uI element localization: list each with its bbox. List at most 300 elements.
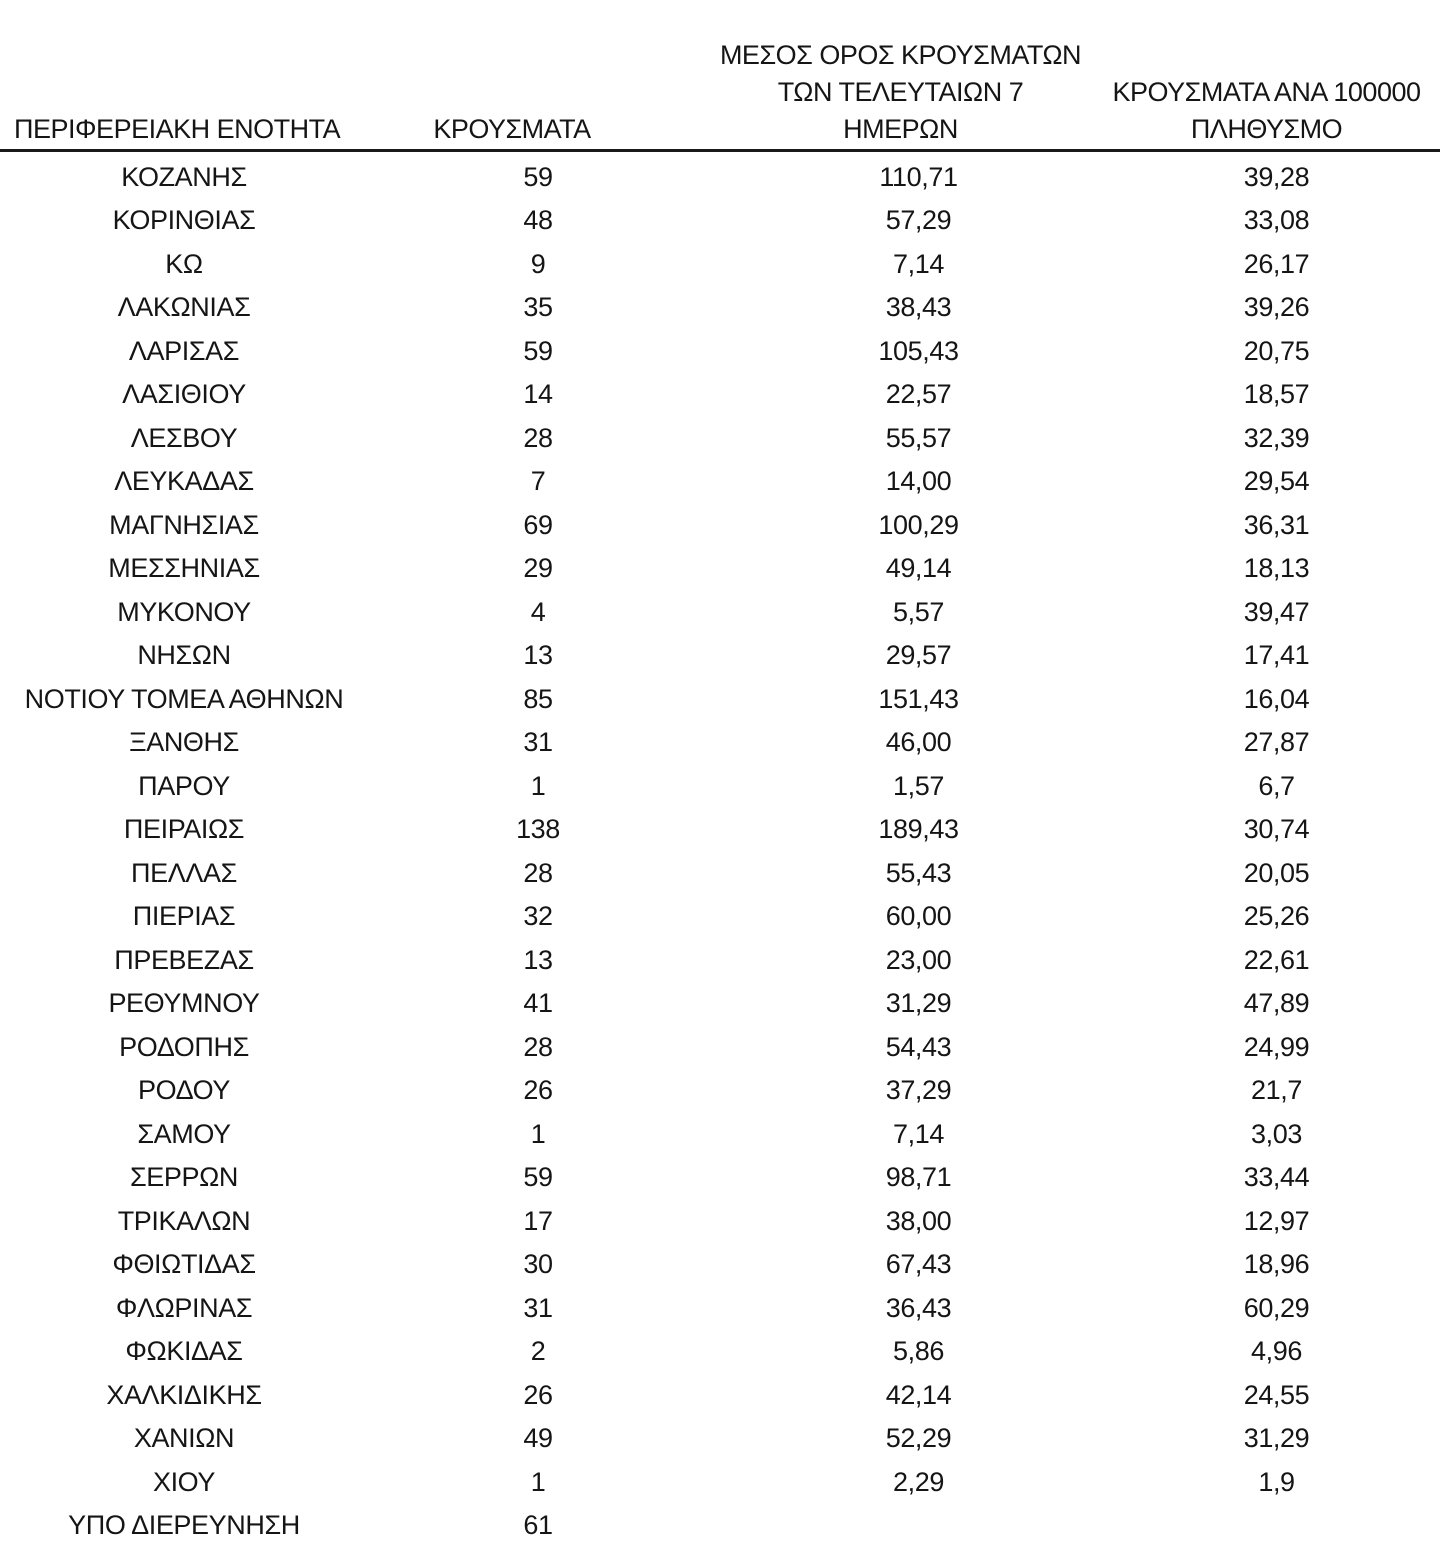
cell-cases-text: 28: [523, 1031, 553, 1062]
cell-cases-per-100k-text: 29,54: [1243, 466, 1310, 497]
cell-region: [0, 808, 368, 852]
cell-region-text: ΚΟΡΙΝΘΙΑΣ: [112, 205, 256, 236]
cell-cases: [368, 243, 718, 287]
cell-cases: [368, 1156, 718, 1200]
cell-7day-average-text: 67,43: [885, 1249, 952, 1280]
cell-cases: [368, 1243, 718, 1287]
cell-7day-average: [718, 1026, 1083, 1070]
cell-region-text: ΛΕΥΚΑΔΑΣ: [114, 466, 254, 497]
cell-region-text: ΦΩΚΙΔΑΣ: [125, 1336, 243, 1367]
cell-cases-text: 48: [523, 205, 553, 236]
cell-cases-text: 9: [530, 248, 546, 279]
cell-cases-per-100k: [1083, 1200, 1440, 1244]
cell-cases-per-100k: [1083, 852, 1440, 896]
cell-cases-per-100k-text: 20,05: [1243, 857, 1310, 888]
header-line: ΠΕΡΙΦΕΡΕΙΑΚΗ ΕΝΟΤΗΤΑ: [14, 113, 341, 144]
cell-7day-average: [718, 1417, 1083, 1461]
cell-region-text: ΦΘΙΩΤΙΔΑΣ: [112, 1249, 256, 1280]
table-row: [0, 721, 1440, 765]
cell-region-text: ΡΟΔΟΥ: [137, 1075, 231, 1106]
cell-cases-per-100k: [1083, 1113, 1440, 1157]
cell-7day-average-text: 14,00: [885, 466, 952, 497]
cell-cases-text: 32: [523, 901, 553, 932]
cell-region: [0, 286, 368, 330]
cell-7day-average-text: 49,14: [885, 553, 952, 584]
table-row: [0, 1113, 1440, 1157]
cell-region-text: ΜΕΣΣΗΝΙΑΣ: [108, 553, 260, 584]
cell-cases-per-100k: [1083, 1417, 1440, 1461]
cell-7day-average-text: 7,14: [893, 248, 944, 279]
cell-cases-per-100k-text: 16,04: [1243, 683, 1310, 714]
cell-region-text: ΣΕΡΡΩΝ: [130, 1162, 238, 1193]
cell-region-text: ΠΑΡΟΥ: [138, 770, 230, 801]
cell-region: [0, 939, 368, 983]
cell-region-text: ΡΟΔΟΠΗΣ: [119, 1031, 249, 1062]
header-line: ΤΩΝ ΤΕΛΕΥΤΑΙΩΝ 7: [777, 76, 1024, 107]
cell-cases: [368, 1069, 718, 1113]
cell-cases-per-100k-text: 30,74: [1243, 814, 1310, 845]
table-row: [0, 1461, 1440, 1505]
cell-7day-average-text: 46,00: [885, 727, 952, 758]
cell-7day-average-text: 5,86: [893, 1336, 944, 1367]
table-row: [0, 504, 1440, 548]
cell-region: [0, 678, 368, 722]
cell-cases-per-100k: [1083, 678, 1440, 722]
cell-cases-per-100k: [1083, 1156, 1440, 1200]
cell-region-text: ΧΑΝΙΩΝ: [133, 1423, 235, 1454]
table-row: [0, 939, 1440, 983]
cell-cases: [368, 150, 718, 199]
table-body: [0, 150, 1440, 1548]
cell-region-text: ΧΙΟΥ: [152, 1466, 216, 1497]
cell-7day-average: [718, 1461, 1083, 1505]
cell-cases-text: 4: [530, 596, 546, 627]
cell-cases-text: 35: [523, 292, 553, 323]
cell-7day-average-text: 38,00: [885, 1205, 952, 1236]
cell-7day-average: [718, 1504, 1083, 1548]
cell-region-text: ΞΑΝΘΗΣ: [129, 727, 239, 758]
cell-region: [0, 634, 368, 678]
cell-region: [0, 1200, 368, 1244]
cell-region-text: ΦΛΩΡΙΝΑΣ: [115, 1292, 253, 1323]
cell-cases-per-100k-text: 39,28: [1243, 161, 1310, 192]
cell-cases-per-100k: [1083, 591, 1440, 635]
cell-cases-per-100k-text: 24,99: [1243, 1031, 1310, 1062]
cell-7day-average: [718, 243, 1083, 287]
cell-cases-per-100k-text: 1,9: [1258, 1466, 1295, 1497]
cell-region-text: ΚΟΖΑΝΗΣ: [121, 161, 247, 192]
header-line: ΗΜΕΡΩΝ: [843, 113, 958, 144]
cell-cases-per-100k: [1083, 1504, 1440, 1548]
cell-cases-text: 59: [523, 161, 553, 192]
cell-cases-per-100k: [1083, 199, 1440, 243]
table-row: [0, 330, 1440, 374]
cell-cases-text: 138: [516, 814, 560, 845]
cell-7day-average-text: 57,29: [885, 205, 952, 236]
cell-cases-text: 31: [523, 727, 553, 758]
cell-cases-per-100k: [1083, 1069, 1440, 1113]
cell-region: [0, 591, 368, 635]
cell-region: [0, 150, 368, 199]
table-row: [0, 678, 1440, 722]
cell-7day-average-text: 55,57: [885, 422, 952, 453]
cell-cases: [368, 547, 718, 591]
cell-cases: [368, 678, 718, 722]
table-row: [0, 1069, 1440, 1113]
cell-cases: [368, 895, 718, 939]
cell-cases: [368, 286, 718, 330]
cell-cases-per-100k: [1083, 1243, 1440, 1287]
cell-region-text: ΝΗΣΩΝ: [137, 640, 231, 671]
cell-cases-text: 59: [523, 335, 553, 366]
cell-7day-average-text: 189,43: [878, 814, 959, 845]
cell-cases-text: 1: [530, 770, 546, 801]
cell-region-text: ΧΑΛΚΙΔΙΚΗΣ: [106, 1379, 262, 1410]
cell-7day-average-text: 2,29: [893, 1466, 944, 1497]
cell-cases: [368, 1417, 718, 1461]
column-header-7day-average: [718, 0, 1083, 150]
cell-region: [0, 1243, 368, 1287]
cell-cases-per-100k: [1083, 330, 1440, 374]
cell-cases: [368, 1113, 718, 1157]
cell-region-text: ΜΥΚΟΝΟΥ: [117, 596, 251, 627]
cell-cases-text: 49: [523, 1423, 553, 1454]
table-row: [0, 591, 1440, 635]
cell-cases-per-100k-text: 3,03: [1251, 1118, 1302, 1149]
cell-region-text: ΛΕΣΒΟΥ: [130, 422, 238, 453]
cell-7day-average: [718, 199, 1083, 243]
cell-7day-average-text: 60,00: [885, 901, 952, 932]
table-row: [0, 765, 1440, 809]
cell-7day-average-text: 55,43: [885, 857, 952, 888]
cell-region: [0, 765, 368, 809]
cell-7day-average-text: 54,43: [885, 1031, 952, 1062]
cell-cases-text: 28: [523, 422, 553, 453]
cell-cases-per-100k: [1083, 150, 1440, 199]
cell-cases: [368, 1200, 718, 1244]
header-line: ΜΕΣΟΣ ΟΡΟΣ ΚΡΟΥΣΜΑΤΩΝ: [719, 39, 1082, 70]
cell-cases-text: 26: [523, 1075, 553, 1106]
cell-region: [0, 721, 368, 765]
cell-cases-per-100k-text: 18,96: [1243, 1249, 1310, 1280]
cell-region: [0, 417, 368, 461]
cell-cases-text: 17: [523, 1205, 553, 1236]
cell-cases-text: 69: [523, 509, 553, 540]
cell-cases-per-100k: [1083, 982, 1440, 1026]
table-header: [0, 0, 1440, 150]
cell-cases-per-100k: [1083, 1026, 1440, 1070]
cell-7day-average-text: 7,14: [893, 1118, 944, 1149]
cell-region: [0, 1374, 368, 1418]
column-header-region: [0, 0, 368, 150]
cell-cases: [368, 591, 718, 635]
cell-cases-per-100k: [1083, 1461, 1440, 1505]
cell-cases: [368, 330, 718, 374]
cell-region: [0, 1504, 368, 1548]
cell-cases: [368, 1330, 718, 1374]
cell-cases-per-100k-text: 20,75: [1243, 335, 1310, 366]
cell-region-text: ΠΡΕΒΕΖΑΣ: [114, 944, 254, 975]
table-row: [0, 199, 1440, 243]
cell-cases-text: 14: [523, 379, 553, 410]
cell-7day-average: [718, 808, 1083, 852]
cell-cases-per-100k: [1083, 460, 1440, 504]
cell-region-text: ΛΑΡΙΣΑΣ: [128, 335, 240, 366]
table-row: [0, 1417, 1440, 1461]
cell-7day-average: [718, 460, 1083, 504]
table-row: [0, 895, 1440, 939]
cell-7day-average-text: 42,14: [885, 1379, 952, 1410]
cell-region: [0, 243, 368, 287]
cell-region-text: ΥΠΟ ΔΙΕΡΕΥΝΗΣΗ: [68, 1510, 300, 1541]
cell-region: [0, 1156, 368, 1200]
header-line: ΠΛΗΘΥΣΜΟ: [1190, 113, 1343, 144]
cell-cases-text: 59: [523, 1162, 553, 1193]
cell-cases-text: 30: [523, 1249, 553, 1280]
cell-cases-per-100k-text: 39,26: [1243, 292, 1310, 323]
cell-region: [0, 1287, 368, 1331]
cell-cases-per-100k-text: 4,96: [1251, 1336, 1302, 1367]
cell-cases-per-100k: [1083, 1330, 1440, 1374]
cell-7day-average: [718, 373, 1083, 417]
cell-region-text: ΣΑΜΟΥ: [137, 1118, 231, 1149]
table-row: [0, 243, 1440, 287]
table-row: [0, 1330, 1440, 1374]
cell-7day-average: [718, 1069, 1083, 1113]
cell-cases-per-100k-text: 31,29: [1243, 1423, 1310, 1454]
cell-region-text: ΡΕΘΥΜΝΟΥ: [108, 988, 260, 1019]
cell-region: [0, 1330, 368, 1374]
cell-7day-average-text: 29,57: [885, 640, 952, 671]
column-header-cases: [368, 0, 718, 150]
cell-cases: [368, 417, 718, 461]
cell-region: [0, 1069, 368, 1113]
cell-region-text: ΝΟΤΙΟΥ ΤΟΜΕΑ ΑΘΗΝΩΝ: [24, 683, 344, 714]
table-row: [0, 1504, 1440, 1548]
cell-7day-average: [718, 591, 1083, 635]
cell-cases: [368, 199, 718, 243]
table-row: [0, 982, 1440, 1026]
cell-region: [0, 199, 368, 243]
cell-cases-per-100k: [1083, 895, 1440, 939]
cell-region-text: ΤΡΙΚΑΛΩΝ: [117, 1205, 251, 1236]
cell-cases-text: 1: [530, 1466, 546, 1497]
cell-cases-per-100k-text: 47,89: [1243, 988, 1310, 1019]
cell-region: [0, 373, 368, 417]
cell-cases-per-100k: [1083, 939, 1440, 983]
cell-cases-text: 7: [530, 466, 546, 497]
cell-region: [0, 330, 368, 374]
cell-7day-average: [718, 982, 1083, 1026]
cell-7day-average-text: 22,57: [885, 379, 952, 410]
table-row: [0, 286, 1440, 330]
cell-region-text: ΛΑΚΩΝΙΑΣ: [117, 292, 251, 323]
cell-cases: [368, 721, 718, 765]
cell-cases-per-100k-text: 21,7: [1251, 1075, 1302, 1106]
cell-7day-average: [718, 286, 1083, 330]
cell-cases-per-100k-text: 22,61: [1243, 944, 1310, 975]
cell-7day-average: [718, 330, 1083, 374]
cell-7day-average: [718, 634, 1083, 678]
cell-7day-average: [718, 721, 1083, 765]
cell-7day-average: [718, 1113, 1083, 1157]
cell-cases-text: 61: [523, 1510, 553, 1541]
table-row: [0, 373, 1440, 417]
header-line: ΚΡΟΥΣΜΑΤΑ ΑΝΑ 100000: [1112, 76, 1421, 107]
column-header-cases-per-100k: [1083, 0, 1440, 150]
cell-7day-average: [718, 1156, 1083, 1200]
cell-cases-text: 28: [523, 857, 553, 888]
cell-cases-per-100k-text: 12,97: [1243, 1205, 1310, 1236]
cell-7day-average: [718, 1330, 1083, 1374]
cell-7day-average-text: 37,29: [885, 1075, 952, 1106]
cell-cases-per-100k: [1083, 243, 1440, 287]
cell-cases-per-100k-text: 36,31: [1243, 509, 1310, 540]
table-row: [0, 460, 1440, 504]
cell-cases-per-100k-text: 17,41: [1243, 640, 1310, 671]
cell-cases: [368, 1461, 718, 1505]
header-row: [0, 0, 1440, 150]
cell-cases: [368, 460, 718, 504]
cell-region: [0, 460, 368, 504]
cell-region-text: ΛΑΣΙΘΙΟΥ: [122, 379, 246, 410]
table-row: [0, 150, 1440, 199]
cell-region-text: ΚΩ: [165, 248, 203, 279]
cell-cases-text: 31: [523, 1292, 553, 1323]
cell-cases: [368, 1287, 718, 1331]
cell-region: [0, 547, 368, 591]
cell-region: [0, 504, 368, 548]
cell-cases: [368, 1026, 718, 1070]
cell-7day-average: [718, 895, 1083, 939]
cell-7day-average-text: 110,71: [879, 161, 958, 192]
cell-cases-per-100k-text: 6,7: [1258, 770, 1295, 801]
cell-region: [0, 895, 368, 939]
cell-cases-per-100k-text: 25,26: [1243, 901, 1310, 932]
cell-cases: [368, 1374, 718, 1418]
cell-region: [0, 1026, 368, 1070]
table-row: [0, 547, 1440, 591]
cell-cases: [368, 373, 718, 417]
table-row: [0, 634, 1440, 678]
cell-region-text: ΠΙΕΡΙΑΣ: [132, 901, 236, 932]
cell-7day-average-text: 105,43: [878, 335, 959, 366]
cell-cases: [368, 852, 718, 896]
cell-7day-average-text: 23,00: [885, 944, 952, 975]
cell-region-text: ΜΑΓΝΗΣΙΑΣ: [109, 509, 259, 540]
table-row: [0, 808, 1440, 852]
cell-cases: [368, 504, 718, 548]
table-row: [0, 852, 1440, 896]
cell-7day-average: [718, 852, 1083, 896]
cell-cases-per-100k-text: 33,08: [1243, 205, 1310, 236]
cell-cases-per-100k: [1083, 373, 1440, 417]
cell-region: [0, 852, 368, 896]
cell-cases-per-100k-text: 33,44: [1243, 1162, 1310, 1193]
cell-7day-average: [718, 1287, 1083, 1331]
table-row: [0, 1156, 1440, 1200]
table-row: [0, 1374, 1440, 1418]
cell-cases-per-100k-text: 26,17: [1243, 248, 1310, 279]
cell-region-text: ΠΕΛΛΑΣ: [131, 857, 237, 888]
cell-cases-text: 13: [523, 640, 553, 671]
cell-cases-per-100k-text: 60,29: [1243, 1292, 1310, 1323]
cell-cases-per-100k-text: 27,87: [1243, 727, 1310, 758]
table-row: [0, 1200, 1440, 1244]
cell-cases-per-100k-text: 18,13: [1243, 553, 1310, 584]
cell-7day-average-text: 5,57: [893, 596, 944, 627]
header-line: ΚΡΟΥΣΜΑΤΑ: [433, 113, 591, 144]
cell-cases-per-100k-text: 24,55: [1243, 1379, 1310, 1410]
cell-7day-average: [718, 150, 1083, 199]
cell-7day-average: [718, 939, 1083, 983]
cell-region: [0, 1417, 368, 1461]
table-row: [0, 1287, 1440, 1331]
cell-region: [0, 982, 368, 1026]
cell-cases: [368, 808, 718, 852]
cell-cases: [368, 939, 718, 983]
cell-cases-text: 85: [523, 683, 553, 714]
cell-cases: [368, 982, 718, 1026]
cell-7day-average: [718, 547, 1083, 591]
cell-7day-average-text: 52,29: [885, 1423, 952, 1454]
cell-cases-per-100k: [1083, 808, 1440, 852]
cell-7day-average: [718, 1374, 1083, 1418]
cell-7day-average-text: 1,57: [893, 770, 944, 801]
cell-cases: [368, 634, 718, 678]
cell-cases-per-100k: [1083, 765, 1440, 809]
cell-region: [0, 1113, 368, 1157]
table-row: [0, 417, 1440, 461]
cell-cases-per-100k: [1083, 634, 1440, 678]
cell-cases-per-100k-text: 18,57: [1243, 379, 1310, 410]
cell-region-text: ΠΕΙΡΑΙΩΣ: [123, 814, 245, 845]
cell-cases-per-100k: [1083, 721, 1440, 765]
cell-cases: [368, 765, 718, 809]
cell-7day-average: [718, 1243, 1083, 1287]
cell-cases-per-100k: [1083, 547, 1440, 591]
cell-7day-average-text: 151,43: [878, 683, 959, 714]
cell-7day-average-text: 31,29: [885, 988, 952, 1019]
cell-cases-per-100k-text: 32,39: [1243, 422, 1310, 453]
cell-cases-text: 2: [530, 1336, 546, 1367]
cell-cases-per-100k: [1083, 1287, 1440, 1331]
cell-cases-per-100k: [1083, 1374, 1440, 1418]
cell-cases-per-100k: [1083, 417, 1440, 461]
cell-7day-average: [718, 678, 1083, 722]
cell-cases-text: 26: [523, 1379, 553, 1410]
cell-cases: [368, 1504, 718, 1548]
cell-cases-text: 29: [523, 553, 553, 584]
cell-cases-text: 13: [523, 944, 553, 975]
cell-cases-text: 41: [523, 988, 553, 1019]
cell-7day-average-text: 100,29: [878, 509, 959, 540]
cell-7day-average-text: 98,71: [885, 1162, 952, 1193]
cell-cases-per-100k: [1083, 286, 1440, 330]
cell-7day-average: [718, 504, 1083, 548]
table-row: [0, 1026, 1440, 1070]
cell-7day-average-text: 36,43: [885, 1292, 952, 1323]
cell-7day-average: [718, 765, 1083, 809]
table-row: [0, 1243, 1440, 1287]
cell-cases-per-100k: [1083, 504, 1440, 548]
cell-7day-average-text: 38,43: [885, 292, 952, 323]
cell-7day-average: [718, 417, 1083, 461]
cell-cases-text: 1: [530, 1118, 546, 1149]
cell-7day-average: [718, 1200, 1083, 1244]
cell-region: [0, 1461, 368, 1505]
cell-cases-per-100k-text: 39,47: [1243, 596, 1310, 627]
